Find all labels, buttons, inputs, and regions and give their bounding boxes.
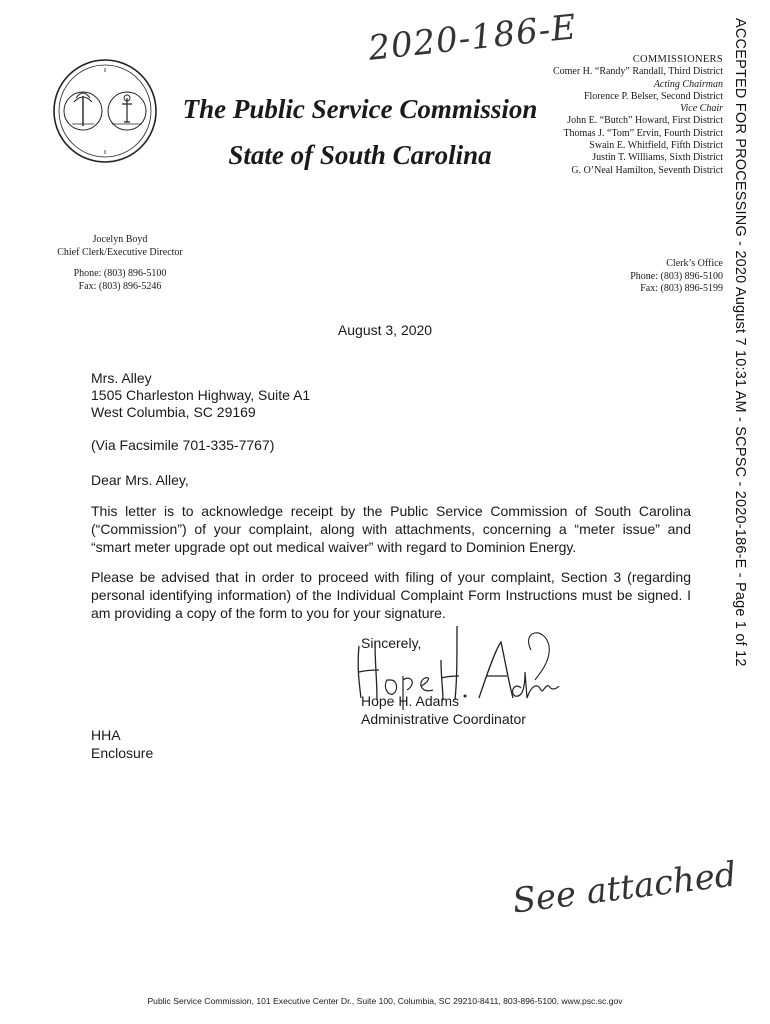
director-title: Chief Clerk/Executive Director (57, 246, 183, 258)
director-contact (40, 268, 200, 293)
commissioner-line: Comer H. “Randy” Randall, Third District (552, 66, 723, 78)
commissioner-line: Justin T. Williams, Sixth District (592, 152, 723, 164)
handwritten-docket-number: 2020-186-E (366, 7, 579, 69)
executive-director-block (40, 234, 200, 259)
commissioner-line: Florence P. Belser, Second District (583, 90, 723, 102)
body-paragraph: Please be advised that in order to proceed with filing of your complaint, Section 3 (regarding personal identifying information) of the Individual Complaint Form Instructions must be signed. I am providing a copy of the form to you for your signature. (91, 569, 691, 621)
delivery-method: (Via Facsimile 701-335-7767) (91, 437, 275, 453)
filing-stamp: ACCEPTED FOR PROCESSING - 2020 August 7 10:31 AM - SCPSC - 2020-186-E - Page 1 of 12 (732, 18, 748, 667)
enclosure-note: Enclosure (91, 745, 154, 761)
recipient-street: 1505 Charleston Highway, Suite A1 (91, 387, 311, 403)
commissioner-role: Acting Chairman (653, 78, 723, 90)
recipient-name: Mrs. Alley (91, 370, 152, 386)
handwritten-note: See attached (510, 854, 739, 922)
salutation: Dear Mrs. Alley, (91, 472, 189, 488)
letterhead-subtitle: State of South Carolina (228, 140, 492, 170)
typist-initials: HHA (91, 727, 121, 743)
clerk-office-block (630, 258, 723, 296)
commissioners-list (463, 54, 723, 177)
director-name: Jocelyn Boyd (92, 234, 148, 245)
recipient-address (91, 370, 310, 421)
letterhead-title: The Public Service Commission (182, 94, 538, 124)
body-paragraph: This letter is to acknowledge receipt by the Public Service Commission of South Carolina (“Commission”) of your complaint, along with attachments, concerning a “meter issue” and “smart meter upgrade opt out medical waiver” with regard to Dominion Energy. (91, 503, 691, 555)
recipient-city: West Columbia, SC 29169 (91, 404, 256, 420)
clerk-phone: Phone: (803) 896-5100 (630, 270, 723, 282)
director-fax: Fax: (803) 896-5246 (78, 280, 162, 292)
commissioner-line: Swain E. Whitfield, Fifth District (589, 140, 723, 152)
page-footer: Public Service Commission, 101 Executive Center Dr., Suite 100, Columbia, SC 29210-8411, 803-896-5100, www.psc.sc.gov (147, 996, 623, 1006)
commissioner-line: Thomas J. “Tom” Ervin, Fourth District (563, 127, 723, 139)
clerk-office-label: Clerk’s Office (666, 258, 723, 269)
reference-block (91, 726, 153, 762)
commissioner-line: John E. “Butch” Howard, First District (567, 115, 723, 127)
signer-title: Administrative Coordinator (361, 711, 526, 727)
clerk-fax: Fax: (803) 896-5199 (640, 283, 723, 294)
closing: Sincerely, (361, 635, 422, 651)
signer-name: Hope H. Adams (361, 693, 460, 709)
letter-date: August 3, 2020 (337, 322, 433, 338)
signer-block (361, 692, 526, 728)
director-phone: Phone: (803) 896-5100 (73, 268, 167, 279)
commissioner-line: G. O’Neal Hamilton, Seventh District (571, 164, 723, 176)
commissioners-heading: COMMISSIONERS (632, 54, 723, 65)
commissioner-role: Vice Chair (680, 103, 723, 115)
